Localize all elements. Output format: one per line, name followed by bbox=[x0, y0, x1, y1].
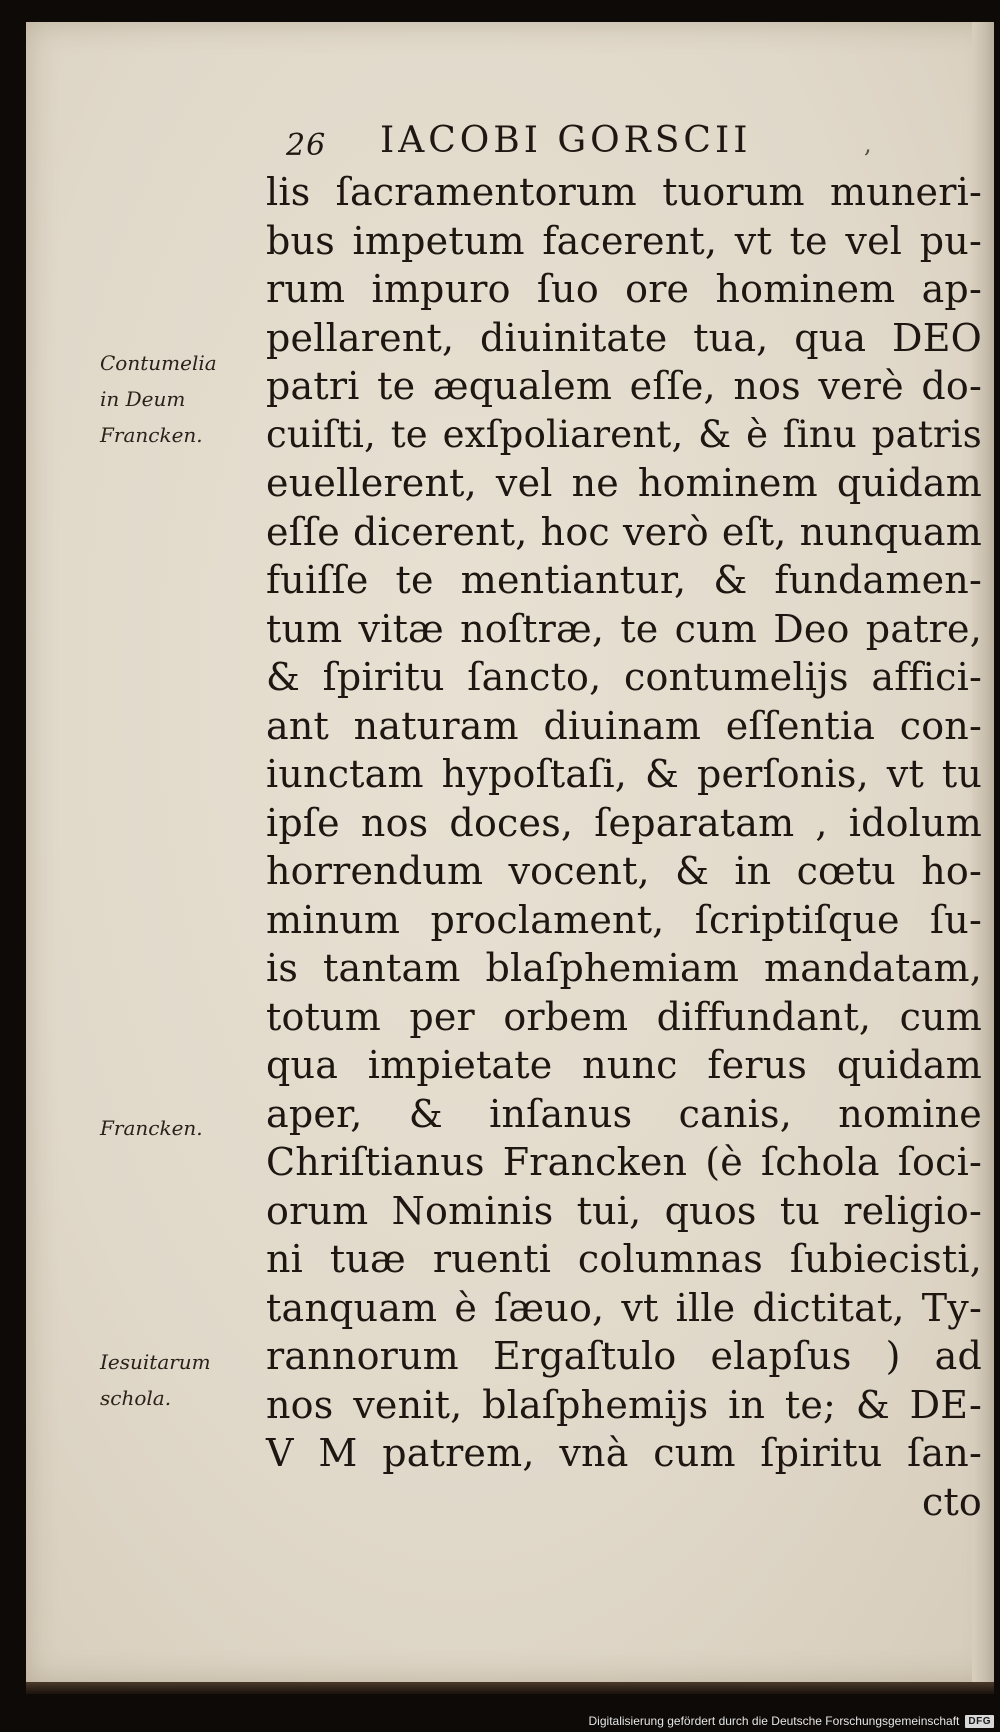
marginal-note-francken bbox=[100, 1110, 240, 1146]
text-line: tanquam è ſæuo, vt ille dictitat, Ty- bbox=[266, 1285, 982, 1330]
text-line: & ſpiritu ſancto, contumelijs affici- bbox=[266, 655, 982, 699]
dfg-logo: DFG bbox=[965, 1715, 994, 1728]
text-line: tum vitæ noſtræ, te cum Deo patre, bbox=[266, 606, 982, 651]
digitization-footer bbox=[589, 1714, 994, 1728]
text-line: totum per orbem diffundant, cum bbox=[266, 994, 982, 1039]
text-line: patri te æqualem eſſe, nos verè do- bbox=[266, 364, 982, 408]
text-line: fuiſſe te mentiantur, & fundamen- bbox=[266, 558, 982, 602]
marginal-note-contumelia bbox=[100, 345, 240, 453]
text-line: Chriſtianus Francken (è ſchola ſoci- bbox=[266, 1140, 982, 1184]
footer-credit: Digitalisierung gefördert durch die Deutsche Forschungsgemeinschaft bbox=[588, 1714, 960, 1728]
body-text bbox=[266, 168, 982, 1526]
text-line: eſſe dicerent, hoc verò eſt, nunquam bbox=[266, 509, 982, 554]
text-line: rum impuro ſuo ore hominem ap- bbox=[266, 267, 982, 311]
text-line: orum Nominis tui, quos tu religio- bbox=[266, 1188, 982, 1233]
marginal-note-line: in Deum bbox=[100, 387, 186, 411]
page-number: 26 bbox=[286, 128, 327, 163]
text-line: qua impietate nunc ferus quidam bbox=[266, 1043, 982, 1087]
running-title: IACOBI GORSCII bbox=[380, 120, 752, 161]
text-line: iunctam hypoſtaſi, & perſonis, vt tu bbox=[266, 752, 982, 796]
marginal-note-line: Contumelia bbox=[100, 351, 217, 375]
marginal-note-line: Francken. bbox=[100, 423, 203, 447]
text-line: V M patrem, vnà cum ſpiritu ſan- bbox=[266, 1431, 982, 1475]
text-line: euellerent, vel ne hominem quidam bbox=[266, 461, 982, 505]
text-line: ant naturam diuinam eſſentia con- bbox=[266, 703, 982, 748]
marginal-note-line: Francken. bbox=[100, 1116, 203, 1140]
text-line: rannorum Ergaſtulo elapſus ) ad bbox=[266, 1334, 982, 1378]
text-line: bus impetum facerent, vt te vel pu- bbox=[266, 218, 982, 263]
text-line: horrendum vocent, & in cœtu ho- bbox=[266, 849, 982, 893]
text-line: ni tuæ ruenti columnas ſubiecisti, bbox=[266, 1237, 982, 1281]
marginal-note-iesuitarum bbox=[100, 1344, 240, 1416]
text-line: minum proclament, ſcriptiſque ſu- bbox=[266, 897, 982, 942]
marginal-note-line: Iesuitarum bbox=[100, 1350, 211, 1374]
running-head-mark: , bbox=[864, 130, 872, 158]
text-line: is tantam blaſphemiam mandatam, bbox=[266, 946, 982, 990]
text-line: nos venit, blaſphemijs in te; & DE- bbox=[266, 1382, 982, 1427]
text-line: ipſe nos doces, ſeparatam , idolum bbox=[266, 800, 982, 845]
catchword: cto bbox=[921, 1479, 982, 1524]
text-line: aper, & inſanus canis, nomine bbox=[266, 1091, 982, 1136]
text-line: cuiſti, te exſpoliarent, & è ſinu patris bbox=[266, 412, 982, 456]
page-bottom-shadow bbox=[26, 1682, 994, 1694]
running-head bbox=[262, 110, 902, 170]
marginal-note-line: schola. bbox=[100, 1386, 172, 1410]
text-line: lis ſacramentorum tuorum muneri- bbox=[266, 170, 982, 214]
text-line: pellarent, diuinitate tua, qua DEO bbox=[266, 315, 982, 360]
